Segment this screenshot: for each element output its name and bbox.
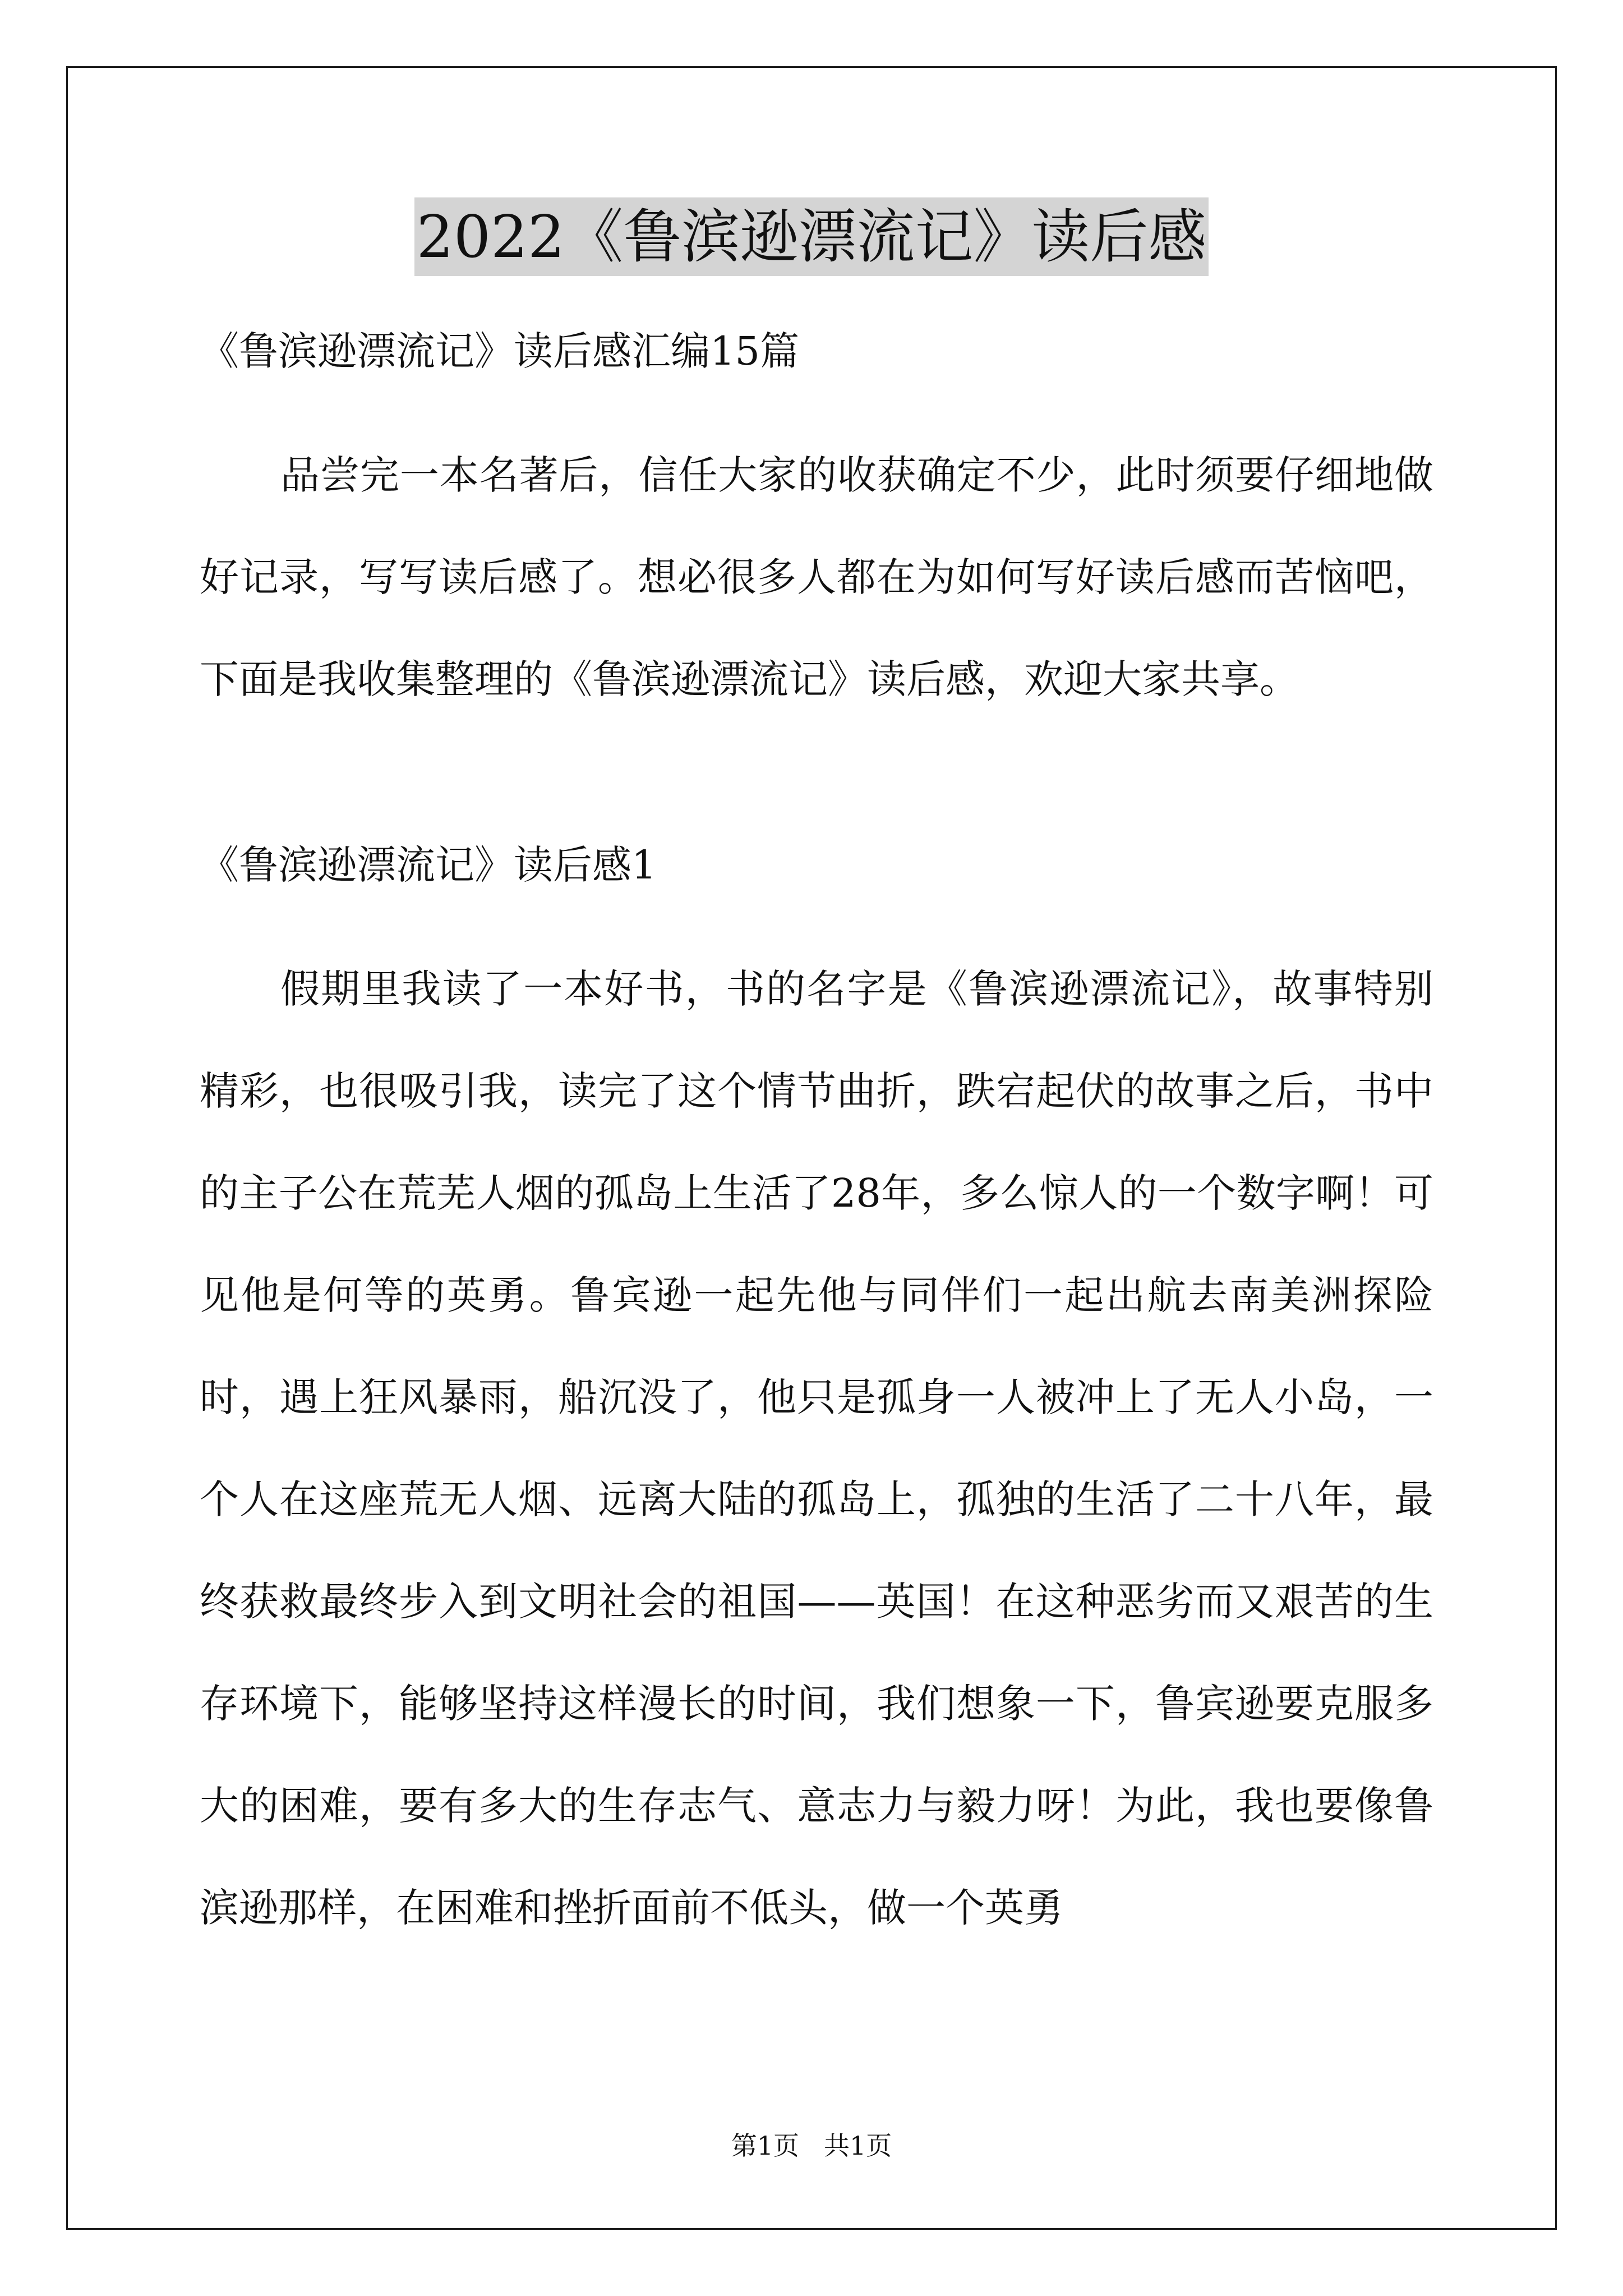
title-container [0,197,1623,276]
document-body [200,312,1433,1959]
section-paragraph: 假期里我读了一本好书，书的名字是《鲁滨逊漂流记》，故事特别精彩，也很吸引我，读完了这个情节曲折，跌宕起伏的故事之后，书中的主子公在荒芜人烟的孤岛上生活了28年，多么惊人的一个数字啊！可见他是何等的英勇。鲁宾逊一起先他与同伴们一起出航去南美洲探险时，遇上狂风暴雨，船沉没了，他只是孤身一人被冲上了无人小岛，一个人在这座荒无人烟、远离大陆的孤岛上，孤独的生活了二十八年，最终获救最终步入到文明社会的祖国——英国！在这种恶劣而又艰苦的生存环境下，能够坚持这样漫长的时间，我们想象一下，鲁宾逊要克服多大的困难，要有多大的生存志气、意志力与毅力呀！为此，我也要像鲁滨逊那样，在困难和挫折面前不低头，做一个英勇 [200,966,1433,1931]
intro-paragraph: 品尝完一本名著后，信任大家的收获确定不少，此时须要仔细地做好记录，写写读后感了。想必很多人都在为如何写好读后感而苦恼吧，下面是我收集整理的《鲁滨逊漂流记》读后感，欢迎大家共享。 [200,452,1433,702]
page-number-total: 共1页 [824,2131,892,2161]
page-number-current: 第1页 [731,2131,799,2161]
spacer [200,730,1433,826]
spacer [200,390,1433,424]
section-heading: 《鲁滨逊漂流记》读后感1 [200,842,657,888]
spacer [200,904,1433,938]
document-title: 2022《鲁滨逊漂流记》读后感 [414,197,1209,276]
page-footer [0,2129,1623,2162]
intro-heading: 《鲁滨逊漂流记》读后感汇编15篇 [200,328,800,374]
